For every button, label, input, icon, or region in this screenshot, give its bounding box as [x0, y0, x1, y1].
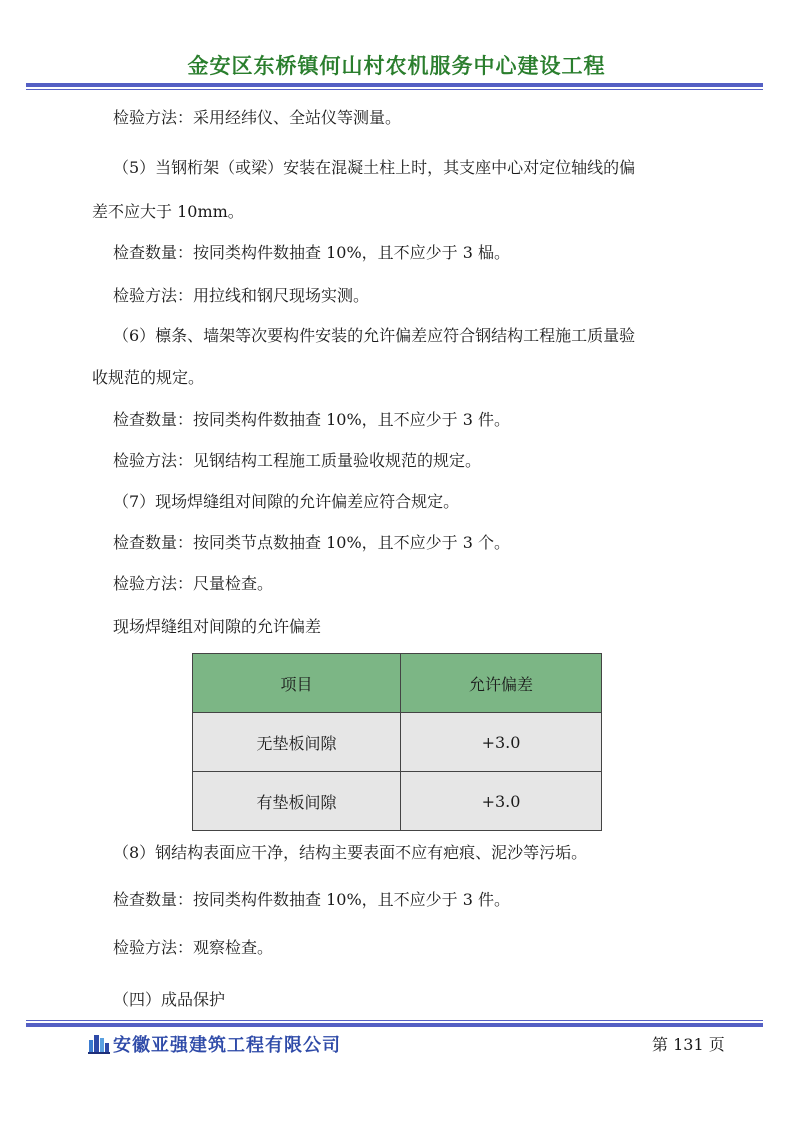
- footer-rule-thin: [26, 1020, 763, 1021]
- table-cell: 无垫板间隙: [193, 713, 401, 772]
- body-line: 检验方法：观察检查。: [113, 938, 274, 957]
- body-line: 检查数量：按同类节点数抽查 10%，且不应少于 3 个。: [113, 533, 511, 552]
- body-line: 差不应大于 10mm。: [92, 202, 244, 221]
- table-cell: 有垫板间隙: [193, 772, 401, 831]
- body-line: 检验方法：用拉线和钢尺现场实测。: [113, 286, 370, 305]
- body-line: （7）现场焊缝组对间隙的允许偏差应符合规定。: [113, 492, 460, 511]
- table-cell: +3.0: [401, 772, 602, 831]
- tolerance-table: [192, 653, 602, 831]
- table-header-cell: 允许偏差: [401, 654, 602, 713]
- body-line: （5）当钢桁架（或梁）安装在混凝土柱上时，其支座中心对定位轴线的偏: [113, 158, 636, 177]
- header-rule-thick: [26, 83, 763, 87]
- body-line: 检查数量：按同类构件数抽查 10%，且不应少于 3 件。: [113, 890, 511, 909]
- body-line: 收规范的规定。: [92, 368, 205, 387]
- footer-company: 安徽亚强建筑工程有限公司: [113, 1035, 341, 1056]
- table-header-row: [193, 654, 602, 713]
- header-rule-thin: [26, 89, 763, 90]
- header-title: 金安区东桥镇何山村农机服务中心建设工程: [187, 54, 606, 78]
- section-heading: （四）成品保护: [113, 990, 226, 1009]
- page-number: 第 131 页: [652, 1035, 725, 1054]
- table-header-cell: 项目: [193, 654, 401, 713]
- table-cell: +3.0: [401, 713, 602, 772]
- table-row: [193, 772, 602, 831]
- body-line: 检查数量：按同类构件数抽查 10%，且不应少于 3 榀。: [113, 243, 511, 262]
- body-line: 检查数量：按同类构件数抽查 10%，且不应少于 3 件。: [113, 410, 511, 429]
- body-line: 检验方法：采用经纬仪、全站仪等测量。: [113, 108, 402, 127]
- table-caption: 现场焊缝组对间隙的允许偏差: [113, 617, 322, 636]
- table-row: [193, 713, 602, 772]
- body-line: （6）檩条、墙架等次要构件安装的允许偏差应符合钢结构工程施工质量验: [113, 326, 636, 345]
- building-logo-icon: [88, 1032, 110, 1054]
- body-line: 检验方法：尺量检查。: [113, 574, 274, 593]
- body-line: （8）钢结构表面应干净，结构主要表面不应有疤痕、泥沙等污垢。: [113, 843, 588, 862]
- footer-rule-thick: [26, 1023, 763, 1027]
- body-line: 检验方法：见钢结构工程施工质量验收规范的规定。: [113, 451, 482, 470]
